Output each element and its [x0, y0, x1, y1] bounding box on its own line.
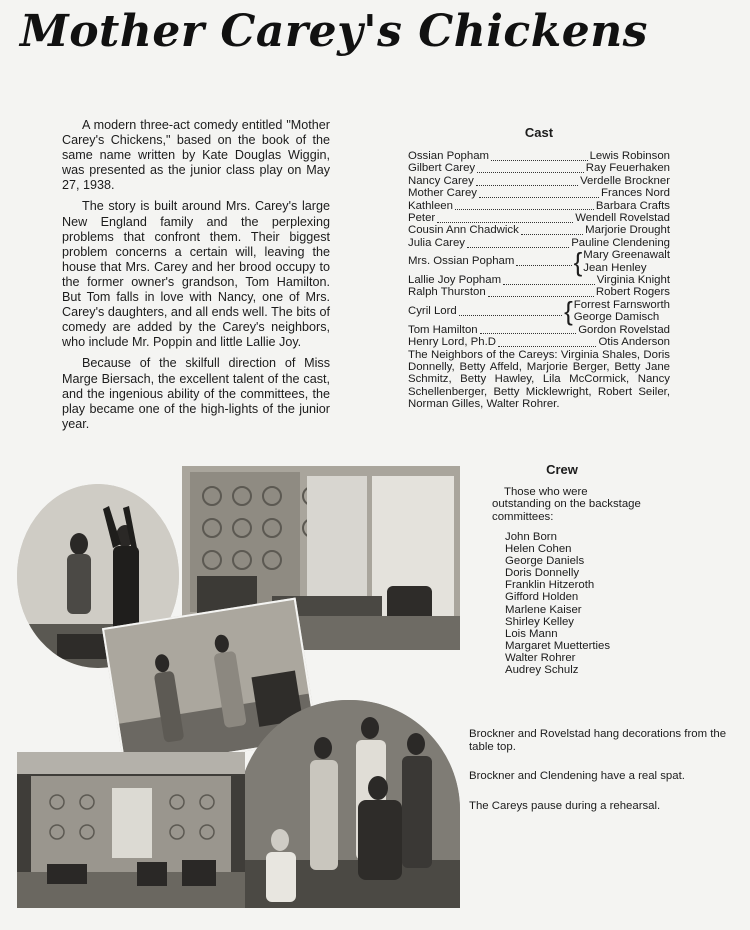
crew-member: Gifford Holden: [505, 591, 579, 604]
crew-member: Lois Mann: [505, 627, 558, 640]
crew-member: Doris Donnelly: [505, 567, 580, 580]
leader-dots: [455, 201, 594, 210]
leader-dots: [516, 257, 571, 266]
cast-role: Nancy Carey: [408, 174, 474, 187]
cast-role: Cousin Ann Chadwick: [408, 224, 519, 237]
crew-member: Shirley Kelley: [505, 615, 575, 628]
crew-member: Marlene Kaiser: [505, 603, 582, 616]
brace-glyph: {: [564, 296, 573, 327]
intro-paragraph: Because of the skilfull direction of Miss Marge Biersach, the excellent talent of the cast, and the ingenious ability of the committees, the play became one of the high-lights of the junior year.: [62, 356, 330, 431]
cast-actor: Wendell Rovelstad: [575, 212, 670, 225]
photo-stage-wide: [17, 752, 245, 908]
leader-dots: [459, 307, 562, 316]
cast-role: Tom Hamilton: [408, 323, 478, 336]
leader-dots: [498, 338, 596, 347]
intro-paragraph: A modern three-act comedy entitled "Mother Carey's Chickens," based on the book of the same name written by Kate Douglas Wiggin, was presented as the junior class play on May 27, 1938.: [62, 118, 330, 193]
crew-member: Walter Rohrer: [505, 651, 576, 664]
cast-role: Kathleen: [408, 199, 453, 212]
cast-actor-group: [564, 296, 670, 327]
cast-role: Gilbert Carey: [408, 162, 476, 175]
leader-dots: [488, 288, 594, 297]
cast-role: Mother Carey: [408, 187, 478, 200]
crew-heading: Crew: [546, 462, 578, 477]
cast-role: Peter: [408, 212, 436, 225]
cast-row: [408, 200, 670, 212]
crew-list: [505, 531, 655, 676]
cast-role: Mrs. Ossian Popham: [408, 255, 515, 268]
cast-actor: George Damisch: [573, 311, 660, 324]
cast-actor: Jean Henley: [583, 261, 647, 274]
leader-dots: [521, 226, 583, 235]
cast-actor: Barbara Crafts: [595, 199, 670, 212]
cast-row: [408, 150, 670, 162]
crew-member: Audrey Schulz: [505, 664, 579, 677]
cast-actor: Gordon Rovelstad: [578, 323, 670, 336]
cast-row: [408, 187, 670, 199]
cast-actor: Mary Greenawalt: [583, 249, 670, 262]
cast-role: Julia Carey: [408, 236, 465, 249]
cast-row: [408, 212, 670, 224]
crew-member: George Daniels: [505, 555, 585, 568]
leader-dots: [491, 152, 588, 161]
cast-row: [408, 324, 670, 336]
brace-glyph: {: [573, 246, 583, 277]
photo-caption: The Careys pause during a rehearsal.: [469, 800, 661, 812]
cast-list: [408, 150, 670, 411]
cast-row: [408, 286, 670, 298]
page-title: Mother Carey's Chickens: [20, 6, 648, 57]
crew-intro: Those who were outstanding on the backstage committees:: [492, 486, 641, 523]
leader-dots: [437, 214, 573, 223]
crew-member: John Born: [505, 531, 557, 543]
leader-dots: [503, 276, 595, 285]
leader-dots: [467, 239, 569, 248]
leader-dots: [477, 164, 584, 173]
cast-row: [408, 237, 670, 249]
cast-role: Cyril Lord: [408, 305, 457, 318]
cast-role: Ralph Thurston: [408, 286, 486, 299]
crew-member: Helen Cohen: [505, 543, 572, 556]
cast-row: [408, 162, 670, 174]
cast-row: [408, 296, 670, 327]
cast-row: [408, 246, 670, 277]
cast-row: [408, 224, 670, 236]
cast-role: Henry Lord, Ph.D: [408, 336, 496, 349]
cast-role: Lallie Joy Popham: [408, 274, 502, 287]
cast-actor: Pauline Clendening: [571, 236, 670, 249]
cast-actor: Virginia Knight: [596, 274, 670, 287]
intro-text: [62, 118, 330, 438]
cast-actor: Forrest Farnsworth: [573, 298, 670, 311]
crew-member: Margaret Muetterties: [505, 639, 611, 652]
cast-actor: Marjorie Drought: [585, 224, 670, 237]
cast-actor: Otis Anderson: [598, 336, 670, 349]
leader-dots: [480, 325, 577, 334]
photo-caption: Brockner and Clendening have a real spat.: [469, 770, 685, 782]
cast-role: Ossian Popham: [408, 150, 490, 162]
cast-heading: Cast: [524, 125, 554, 140]
cast-actor: Frances Nord: [600, 187, 670, 200]
cast-actor: Robert Rogers: [595, 286, 670, 299]
cast-row: [408, 274, 670, 286]
crew-member: Franklin Hitzeroth: [505, 579, 595, 592]
leader-dots: [479, 189, 599, 198]
cast-actor: Verdelle Brockner: [580, 174, 670, 187]
neighbors-list: The Neighbors of the Careys: Virginia Shales, Doris Donnelly, Betty Affeld, Marjorie Berger, Betty Jane Schmitz, Betty Hawley, Lila McCormick, Nancy Schellenberger, Betty Micklewright, Robert Seiler, Norman Gilles, Walter Rohrer.: [408, 348, 670, 411]
photo-caption: Brockner and Rovelstad hang decorations from the table top.: [469, 728, 727, 753]
cast-row: [408, 336, 670, 348]
cast-row: [408, 175, 670, 187]
leader-dots: [476, 177, 578, 186]
cast-actor: Ray Feuerhaken: [585, 162, 670, 175]
cast-actor-group: [573, 246, 670, 277]
intro-paragraph: The story is built around Mrs. Carey's large New England family and the perplexing problems that confront them. Their biggest problem concerns a certain will, leaving the house that Mrs. Carey and her brood occupy to the former owner's grandson, Tom Hamilton. But Tom falls in love with Nancy, one of Mrs. Carey's daughters, and all ends well. The bits of comedy are added by the Carey's neighbors, who include Mr. Poppin and little Lallie Joy.: [62, 199, 330, 350]
cast-actor: Lewis Robinson: [589, 150, 670, 162]
photo-rehearsal: [238, 700, 460, 908]
